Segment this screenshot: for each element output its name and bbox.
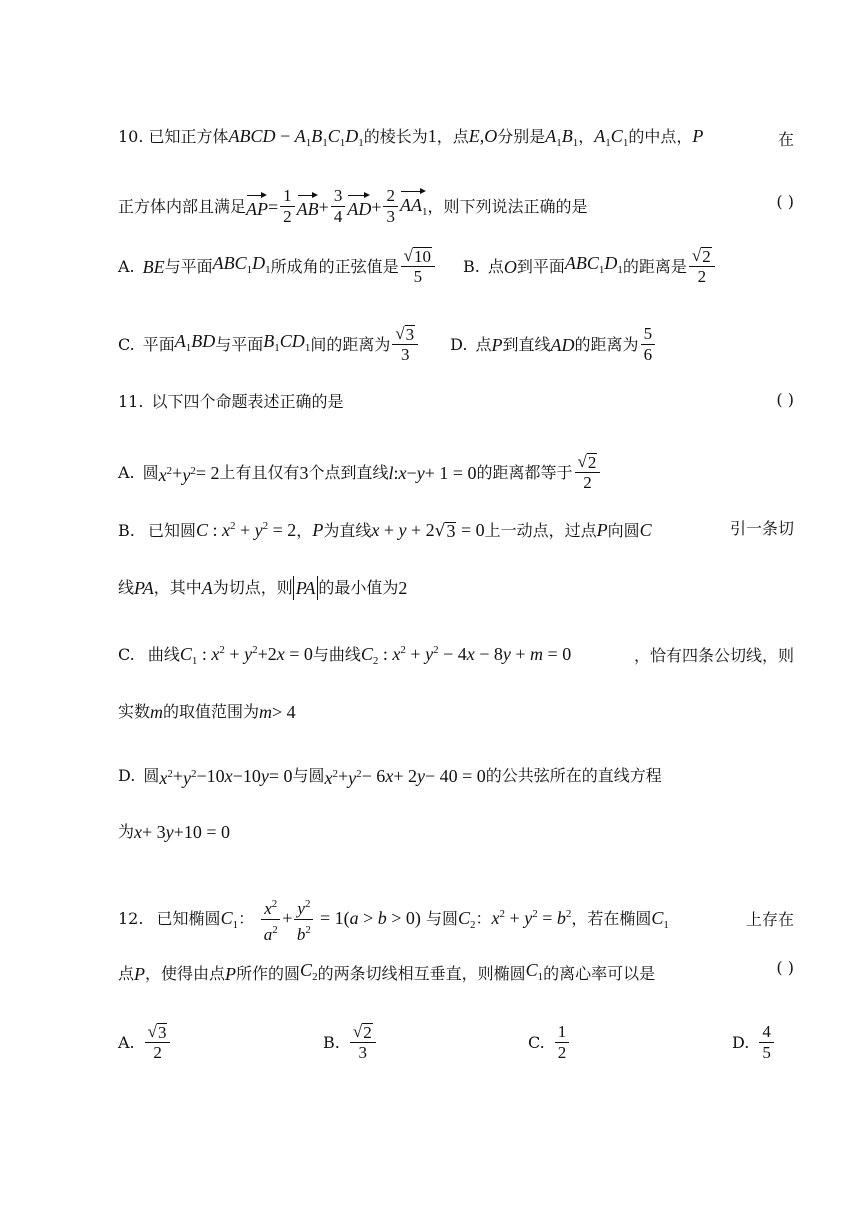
q10-line-1: 10. 已知正方体ABCD − $A_1B_1C_1D_1$的棱长为1，点E,O分别是$A_1B_1$，$A_1C_1$的中点，P 在: [118, 126, 794, 149]
q10-option-a[interactable]: A. BE 与平面 $ABC_1D_1$ 所成角的正弦值是 √ 10 5: [118, 246, 437, 287]
q11-option-b-cont: 线 PA ，其中 A 为切点，则 PA 的最小值为 2: [118, 578, 408, 598]
vector-AP: AP: [246, 193, 268, 221]
answer-bracket: ( ): [776, 192, 794, 211]
q10-option-d[interactable]: D. 点 P 到直线 AD 的距离为 $\frac{5}{6}$: [450, 324, 657, 365]
q11-stem: 11. 以下四个命题表述正确的是: [118, 390, 794, 414]
q12-option-a[interactable]: A. √ 3 2: [118, 1022, 323, 1063]
q11-option-d[interactable]: D. 圆 $x^2$ + $y^2$ −10 x −10 y = 0 与圆 $x^2$ + $y^2$ − 6 x + 2 y − 40 = 0 的公共弦所在的直线方程: [118, 766, 662, 788]
question-number: 11.: [118, 392, 144, 411]
q12-option-c[interactable]: C. $\frac{1}{2}$: [528, 1022, 732, 1063]
q11-option-d-cont: 为 x + 3 y +10 = 0: [118, 822, 230, 842]
q11-option-c[interactable]: C. 曲线$C_1$ : $x^2 + y^2+2x = 0$与曲线$C_2$ : $x^2 + y^2 - 4x - 8y + m = 0$ ，恰有四条公切线，则: [118, 644, 794, 667]
q10-options-cd: [118, 324, 794, 365]
q12-option-b[interactable]: B. √ 2 3: [323, 1022, 528, 1063]
q11-option-a[interactable]: A. 圆 $x^2$ + $y^2$ = 2 上有且仅有 3 个点到直线 l : x − y + 1 = 0 的距离都等于 √ 2 2: [118, 452, 794, 493]
q12-line-2: 点 P ，使得由点 P 所作的圆 $C_2$ 的两条切线相互垂直，则椭圆 $C_1$ 的离心率可以是: [118, 960, 656, 984]
q10-option-c[interactable]: C. 平面 $A_1BD$ 与平面 $B_1CD_1$ 间的距离为 √ 3 3: [118, 324, 420, 365]
q10-line-2: 正方体内部且满足 AP = $\frac{1}{2}$ AB + $\frac{3}{4}$ AD + $\frac{2}{3}$ $AA_1$ ，则下列说法正确的是: [118, 186, 588, 226]
fraction: $\frac{1}{2}$: [280, 186, 295, 227]
q10-option-b[interactable]: B. 点 O 到平面 $ABC_1D_1$ 的距离是 √ 2 2: [463, 246, 717, 287]
question-number: 12.: [118, 909, 144, 928]
q12-option-d[interactable]: D. $\frac{4}{5}$: [732, 1022, 776, 1063]
answer-bracket: ( ): [776, 390, 794, 409]
q12-line-1: 12. 已知椭圆$C_1$： $\frac{x^2}{a^2}$ + $\frac{y^2}{b^2}$ = 1(a > b > 0) 与圆$C_2$：$x^2 + y^2 = b^2$，若在椭圆$C_1$ 上存在: [118, 894, 794, 945]
q11-option-c-cont: 实数 m 的取值范围为 m > 4: [118, 702, 296, 722]
q11-option-b[interactable]: B. 已知圆C : $x^2 + y^2 = 2$，P为直线x + y + 2 √ 3 = 0上一动点，过点P向圆C 引一条切: [118, 518, 794, 541]
q10-options-ab: [118, 246, 794, 287]
answer-bracket: ( ): [776, 958, 794, 977]
question-number: 10.: [118, 127, 144, 146]
q12-options: [118, 1022, 794, 1063]
